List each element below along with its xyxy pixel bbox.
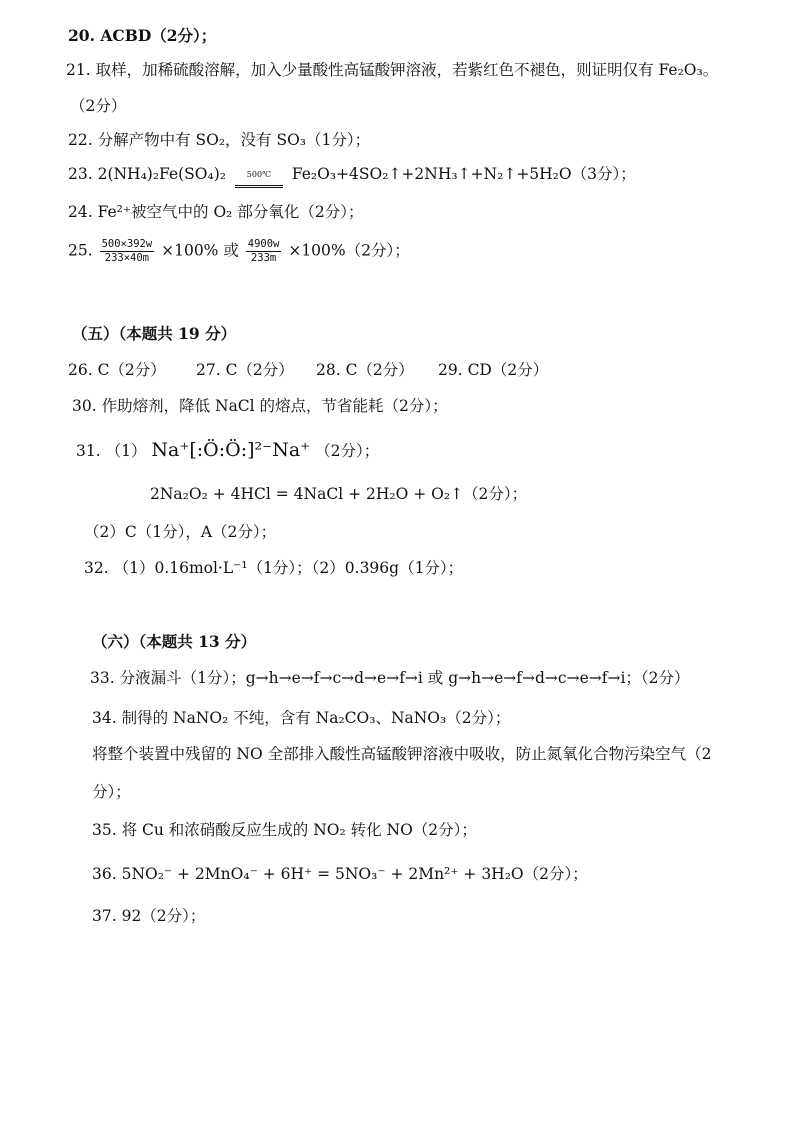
answer-37: 37. 92（2分）；	[92, 907, 206, 925]
reaction-condition: 500℃	[235, 165, 283, 185]
answer-25-label: 25.	[68, 241, 93, 260]
answer-21-score: （2分）	[70, 97, 127, 115]
answer-26: 26. C（2分）	[68, 361, 166, 379]
answer-31-equation: 2Na₂O₂ + 4HCl = 4NaCl + 2H₂O + O₂↑（2分）；	[150, 485, 528, 503]
answer-31-label: 31. （1）	[76, 442, 147, 460]
answer-23	[68, 164, 636, 185]
fraction-1-denominator: 233×40m	[104, 252, 150, 264]
answer-27: 27. C（2分）	[196, 361, 294, 379]
answer-24: 24. Fe²⁺被空气中的 O₂ 部分氧化（2分）；	[68, 203, 364, 221]
answer-31-score: （2分）；	[315, 442, 380, 460]
answer-36: 36. 5NO₂⁻ + 2MnO₄⁻ + 6H⁺ = 5NO₃⁻ + 2Mn²⁺ + 3H₂O（2分）；	[92, 865, 588, 883]
fraction-2-numerator: 4900w	[247, 238, 280, 250]
answer-32: 32. （1）0.16mol·L⁻¹（1分）；（2）0.396g（1分）；	[84, 559, 464, 577]
answer-34: 34. 制得的 NaNO₂ 不纯，含有 Na₂CO₃、NaNO₃（2分）；	[92, 709, 511, 727]
fraction-2-denominator: 233m	[250, 252, 277, 264]
answer-35: 35. 将 Cu 和浓硝酸反应生成的 NO₂ 转化 NO（2分）；	[92, 821, 477, 839]
answer-23-products: Fe₂O₃+4SO₂↑+2NH₃↑+N₂↑+5H₂O（3分）；	[291, 165, 636, 183]
answer-22: 22. 分解产物中有 SO₂，没有 SO₃（1分）；	[68, 131, 371, 149]
answer-34-line3: 分）；	[92, 783, 131, 801]
fraction-1	[100, 238, 155, 265]
section-5-title: （五）（本题共 19 分）	[72, 324, 237, 343]
answer-31-2: （2）C（1分），A（2分）；	[84, 523, 277, 541]
answer-25-end: ×100%（2分）；	[288, 241, 410, 260]
answer-31-1	[76, 440, 379, 461]
fraction-1-numerator: 500×392w	[101, 238, 153, 250]
answer-25-mid: ×100% 或	[161, 241, 239, 260]
answer-28: 28. C（2分）	[316, 361, 414, 379]
answer-25	[68, 238, 410, 265]
answer-20: 20. ACBD（2分）；	[68, 26, 217, 45]
answer-34-line2: 将整个装置中残留的 NO 全部排入酸性高锰酸钾溶液中吸收，防止氮氧化合物污染空气（2	[92, 745, 712, 763]
answer-29: 29. CD（2分）	[438, 361, 549, 379]
fraction-2	[246, 238, 282, 265]
sodium-peroxide-electron-formula: Na⁺[:Ö:Ö:]²⁻Na⁺	[151, 439, 311, 461]
answer-30: 30. 作助熔剂，降低 NaCl 的熔点，节省能耗（2分）；	[72, 397, 448, 415]
answer-33: 33. 分液漏斗（1分）；g→h→e→f→c→d→e→f→i 或 g→h→e→f→d→c→e→f→i；（2分）	[90, 669, 690, 687]
answer-21: 21. 取样，加稀硫酸溶解，加入少量酸性高锰酸钾溶液，若紫红色不褪色，则证明仅有 Fe₂O₃。	[66, 61, 719, 79]
section-6-title: （六）（本题共 13 分）	[92, 632, 257, 651]
answer-23-reactant: 23. 2(NH₄)₂Fe(SO₄)₂	[68, 165, 226, 183]
